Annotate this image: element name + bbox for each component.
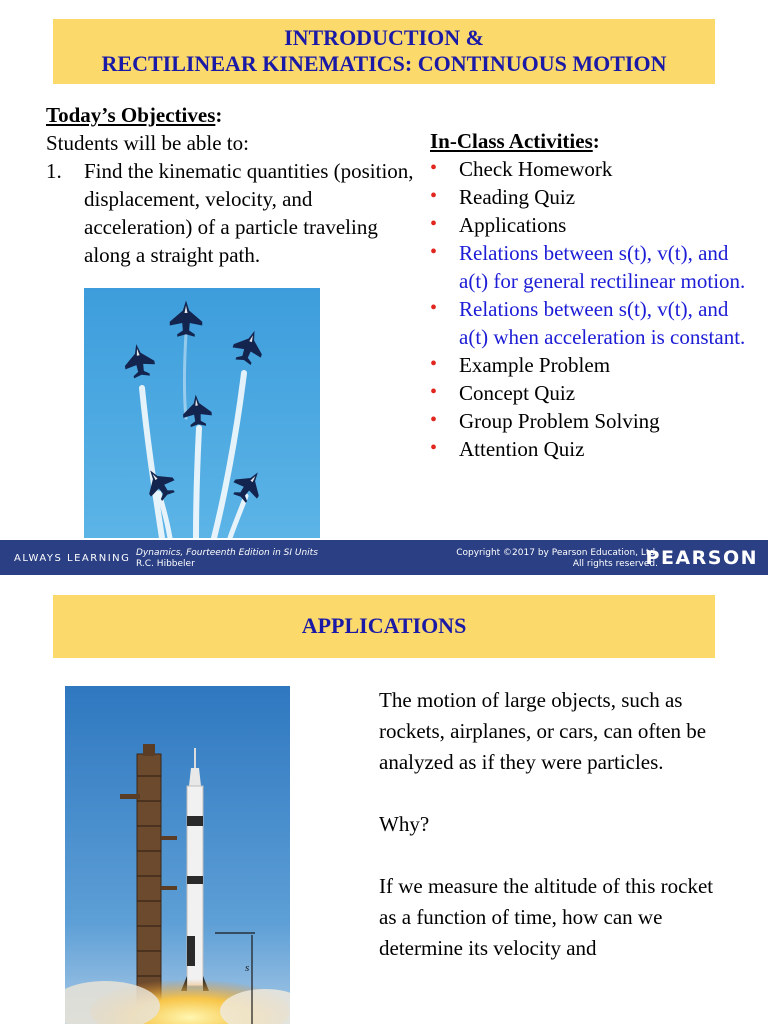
activities-list bbox=[430, 155, 760, 463]
always-learning-tagline: ALWAYS LEARNING bbox=[14, 553, 131, 564]
activity-text: Attention Quiz bbox=[459, 437, 585, 461]
activity-text: Applications bbox=[459, 213, 567, 237]
pearson-logo: PEARSON bbox=[645, 547, 758, 569]
objective-text: Find the kinematic quantities (position, displacement, velocity, and acceleration) of a particle traveling along a straight path. bbox=[84, 159, 414, 267]
altitude-label: s bbox=[245, 962, 250, 974]
activities-heading-text: In-Class Activities bbox=[430, 129, 593, 153]
applications-text bbox=[379, 685, 719, 964]
jets-formation-photo bbox=[84, 288, 320, 538]
objectives-heading-text: Today’s Objectives bbox=[46, 103, 216, 127]
activity-item bbox=[430, 351, 760, 379]
copyright-line-2: All rights reserved. bbox=[572, 559, 658, 569]
activities-heading bbox=[430, 127, 760, 155]
slide1-title-band bbox=[53, 19, 715, 84]
bullet-icon: • bbox=[430, 353, 438, 375]
activity-text: Reading Quiz bbox=[459, 185, 576, 209]
activity-item bbox=[430, 183, 760, 211]
bullet-icon: • bbox=[430, 185, 438, 207]
bullet-icon: • bbox=[430, 297, 438, 319]
applications-paragraph-3: If we measure the altitude of this rocket as a function of time, how can we determine its velocity and bbox=[379, 874, 714, 960]
bullet-icon: • bbox=[430, 241, 438, 263]
activity-item bbox=[430, 435, 760, 463]
book-citation bbox=[136, 548, 318, 570]
copyright-notice bbox=[456, 548, 658, 570]
activities-heading-colon: : bbox=[592, 129, 600, 153]
slide1-title-line-1: INTRODUCTION & bbox=[284, 25, 484, 50]
activities-block bbox=[430, 127, 760, 463]
objective-number: 1. bbox=[46, 159, 62, 183]
slide2-title-band bbox=[53, 595, 715, 658]
slide1-title-line-2: RECTILINEAR KINEMATICS: CONTINUOUS MOTION bbox=[101, 51, 667, 76]
bullet-icon: • bbox=[430, 213, 438, 235]
activity-text: Relations between s(t), v(t), and a(t) when acceleration is constant. bbox=[459, 297, 746, 349]
objectives-heading-colon: : bbox=[215, 103, 223, 127]
activity-text: Concept Quiz bbox=[459, 381, 576, 405]
activity-item bbox=[430, 407, 760, 435]
applications-paragraph-1: The motion of large objects, such as rockets, airplanes, or cars, can often be analyzed as if they were particles. bbox=[379, 688, 707, 774]
activity-text: Group Problem Solving bbox=[459, 409, 660, 433]
activity-item bbox=[430, 239, 760, 295]
slide-footer bbox=[0, 540, 768, 575]
objective-item bbox=[46, 157, 416, 269]
activity-text: Relations between s(t), v(t), and a(t) for general rectilinear motion. bbox=[459, 241, 746, 293]
bullet-icon: • bbox=[430, 157, 438, 179]
book-title: Dynamics, Fourteenth Edition in SI Units bbox=[136, 548, 318, 558]
activity-text: Example Problem bbox=[459, 353, 611, 377]
bullet-icon: • bbox=[430, 409, 438, 431]
copyright-line-1: Copyright ©2017 by Pearson Education, Ltd. bbox=[456, 548, 658, 558]
activity-text: Check Homework bbox=[459, 157, 613, 181]
applications-paragraph-2: Why? bbox=[379, 812, 430, 836]
slide2-title: APPLICATIONS bbox=[301, 613, 467, 638]
book-author: R.C. Hibbeler bbox=[136, 559, 195, 569]
activity-item bbox=[430, 295, 760, 351]
rocket-launch-photo bbox=[65, 686, 290, 1024]
bullet-icon: • bbox=[430, 437, 438, 459]
objectives-intro: Students will be able to: bbox=[46, 131, 249, 155]
objectives-block bbox=[46, 101, 416, 269]
objectives-heading bbox=[46, 101, 416, 129]
activity-item bbox=[430, 155, 760, 183]
bullet-icon: • bbox=[430, 381, 438, 403]
activity-item bbox=[430, 211, 760, 239]
activity-item bbox=[430, 379, 760, 407]
